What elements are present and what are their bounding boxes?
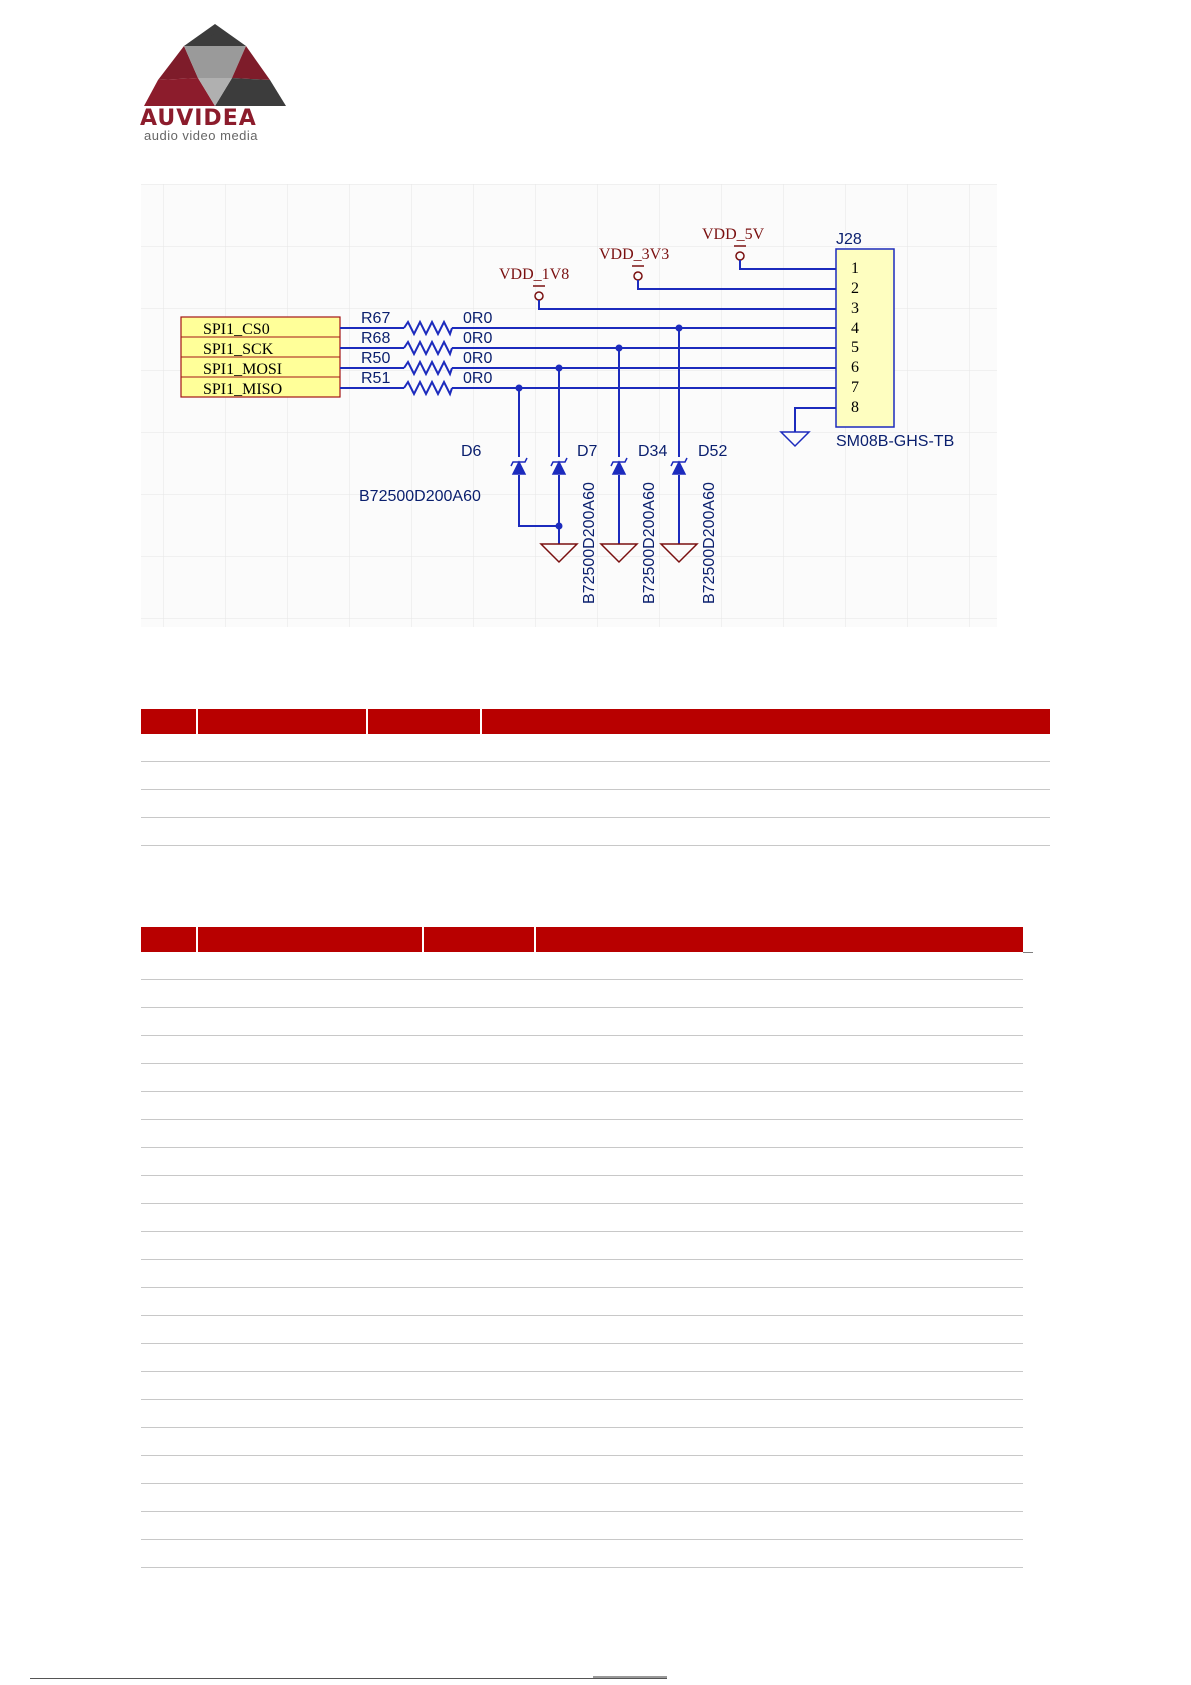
table-cell xyxy=(423,1484,535,1512)
connector-body xyxy=(836,249,894,427)
table-cell xyxy=(197,1260,423,1288)
table-cell xyxy=(141,1428,197,1456)
table-cell xyxy=(423,1316,535,1344)
table-cell xyxy=(197,1540,423,1568)
table-cell xyxy=(535,952,1023,980)
table-cell xyxy=(423,1148,535,1176)
table-row xyxy=(141,734,1050,762)
pin-label: 5 xyxy=(851,339,859,356)
table-row xyxy=(141,1540,1023,1568)
diode-ref-d7: D7 xyxy=(577,443,598,460)
table-cell xyxy=(197,1148,423,1176)
logo-mark xyxy=(140,22,290,112)
footer-marker xyxy=(593,1676,667,1678)
logo-tagline: audio video media xyxy=(144,128,259,143)
table-cell xyxy=(481,734,1050,762)
table-row xyxy=(141,1484,1023,1512)
table-cell xyxy=(197,818,367,846)
net-label: SPI1_SCK xyxy=(203,341,274,358)
pin-label: 6 xyxy=(851,359,859,376)
table-row xyxy=(141,1148,1023,1176)
table-cell xyxy=(141,1484,197,1512)
table-cell xyxy=(141,980,197,1008)
table-cell xyxy=(197,762,367,790)
table-cell xyxy=(141,1260,197,1288)
pin-label: 2 xyxy=(851,280,859,297)
table-header-cell xyxy=(141,709,197,734)
net-label: SPI1_MISO xyxy=(203,381,283,398)
table-cell xyxy=(197,1512,423,1540)
table-cell xyxy=(535,1176,1023,1204)
pin-label: 7 xyxy=(851,379,859,396)
table-cell xyxy=(197,1344,423,1372)
resistor-ref: R67 xyxy=(361,310,391,327)
table-cell xyxy=(535,1316,1023,1344)
table-cell xyxy=(197,1232,423,1260)
table-cell xyxy=(141,1092,197,1120)
table-header xyxy=(141,709,1050,734)
table-cell xyxy=(423,1008,535,1036)
table-row xyxy=(141,1176,1023,1204)
pin-label: 8 xyxy=(851,399,859,416)
table-cell xyxy=(423,1232,535,1260)
footer-divider xyxy=(30,1678,667,1679)
table-cell xyxy=(423,1540,535,1568)
table-cell xyxy=(535,1008,1023,1036)
table-row xyxy=(141,1456,1023,1484)
table-cell xyxy=(141,762,197,790)
net-label: SPI1_MOSI xyxy=(203,361,283,378)
table-cell xyxy=(423,1288,535,1316)
table-cell xyxy=(197,1092,423,1120)
logo-brand: AUVIDEA xyxy=(140,106,257,131)
table-cell xyxy=(197,1428,423,1456)
table-header-cell xyxy=(197,927,423,952)
power-vdd-5v: VDD_5V xyxy=(702,226,765,243)
table-cell xyxy=(141,1148,197,1176)
table-row xyxy=(141,1428,1023,1456)
table-row xyxy=(141,1232,1023,1260)
table-cell xyxy=(535,1036,1023,1064)
table-cell xyxy=(141,1456,197,1484)
net-labels xyxy=(181,317,340,398)
diode-part: B72500D200A60 xyxy=(359,488,481,505)
table-cell xyxy=(197,1288,423,1316)
resistor-value: 0R0 xyxy=(463,350,493,367)
table-row xyxy=(141,1036,1023,1064)
table-header-cell xyxy=(423,927,535,952)
table-cell xyxy=(535,1232,1023,1260)
table-cell xyxy=(481,818,1050,846)
table-cell xyxy=(141,1176,197,1204)
spi-connector-schematic xyxy=(141,184,997,627)
table-cell xyxy=(141,1512,197,1540)
table-cell xyxy=(367,734,481,762)
table-row xyxy=(141,1064,1023,1092)
table-cell xyxy=(535,1540,1023,1568)
table-cell xyxy=(197,980,423,1008)
table-cell xyxy=(197,1456,423,1484)
resistor-ref: R50 xyxy=(361,350,391,367)
table-cell xyxy=(141,1008,197,1036)
table-header-cell xyxy=(535,927,1023,952)
connector-ref: J28 xyxy=(836,231,862,248)
table-header-cell xyxy=(141,927,197,952)
table-cell xyxy=(423,1428,535,1456)
table-cell xyxy=(423,1176,535,1204)
diode-part-rotated: B72500D200A60 xyxy=(701,482,718,604)
table-row xyxy=(141,952,1023,980)
power-vdd-3v3: VDD_3V3 xyxy=(599,246,670,263)
table-row xyxy=(141,762,1050,790)
table-cell xyxy=(535,1092,1023,1120)
table-cell xyxy=(197,1316,423,1344)
table-cell xyxy=(141,1204,197,1232)
table-cell xyxy=(197,1204,423,1232)
connector-part: SM08B-GHS-TB xyxy=(836,433,955,450)
table-cell xyxy=(423,1456,535,1484)
table-cell xyxy=(197,1036,423,1064)
table-cell xyxy=(141,1288,197,1316)
table-cell xyxy=(141,1064,197,1092)
table-cell xyxy=(197,1484,423,1512)
table-cell xyxy=(535,1288,1023,1316)
table-row xyxy=(141,1092,1023,1120)
table-cell xyxy=(423,1512,535,1540)
table-row xyxy=(141,818,1050,846)
table-cell xyxy=(423,1036,535,1064)
table-header xyxy=(141,927,1023,952)
table-cell xyxy=(141,818,197,846)
table-cell xyxy=(197,734,367,762)
table-cell xyxy=(535,1064,1023,1092)
table-cell xyxy=(141,952,197,980)
resistor-ref: R68 xyxy=(361,330,391,347)
pin-label: 3 xyxy=(851,300,859,317)
table-cell xyxy=(197,1008,423,1036)
table-cell xyxy=(535,1260,1023,1288)
table-cell xyxy=(535,980,1023,1008)
table-cell xyxy=(141,734,197,762)
resistor-value: 0R0 xyxy=(463,330,493,347)
table-cell xyxy=(535,1120,1023,1148)
table-cell xyxy=(197,1176,423,1204)
table-cell xyxy=(481,762,1050,790)
resistor-value: 0R0 xyxy=(463,370,493,387)
table-cell xyxy=(367,790,481,818)
pin-label: 4 xyxy=(851,320,859,337)
table-cell xyxy=(141,1120,197,1148)
table-cell xyxy=(535,1400,1023,1428)
table-cell xyxy=(197,952,423,980)
table-row xyxy=(141,790,1050,818)
table-cell xyxy=(535,1372,1023,1400)
table-cell xyxy=(141,1540,197,1568)
table-cell xyxy=(423,1120,535,1148)
table-cell xyxy=(141,1400,197,1428)
pinout-table-2 xyxy=(141,927,1023,1568)
table-row xyxy=(141,1260,1023,1288)
table-cell xyxy=(141,1232,197,1260)
table-cell xyxy=(141,1372,197,1400)
table-cell xyxy=(535,1512,1023,1540)
table-row xyxy=(141,1372,1023,1400)
diode-ref-d52: D52 xyxy=(698,443,728,460)
table-header-cell xyxy=(481,709,1050,734)
pin-label: 1 xyxy=(851,260,859,277)
diode-ref-d34: D34 xyxy=(638,443,668,460)
resistor-ref: R51 xyxy=(361,370,391,387)
table-cell xyxy=(141,1036,197,1064)
table-row xyxy=(141,1288,1023,1316)
table-cell xyxy=(423,1204,535,1232)
table-cell xyxy=(423,952,535,980)
table-header-cell xyxy=(197,709,367,734)
table-cell xyxy=(535,1428,1023,1456)
auvidea-logo xyxy=(140,22,290,142)
diode-part-rotated: B72500D200A60 xyxy=(641,482,658,604)
table-cell xyxy=(535,1456,1023,1484)
table-row xyxy=(141,1344,1023,1372)
table-cell xyxy=(423,1400,535,1428)
table-edge xyxy=(1023,952,1033,953)
table-row xyxy=(141,1400,1023,1428)
table-row xyxy=(141,980,1023,1008)
power-vdd-1v8: VDD_1V8 xyxy=(499,266,570,283)
table-header-cell xyxy=(367,709,481,734)
table-cell xyxy=(423,1372,535,1400)
net-label: SPI1_CS0 xyxy=(203,321,270,338)
table-cell xyxy=(423,980,535,1008)
table-row xyxy=(141,1512,1023,1540)
table-row xyxy=(141,1316,1023,1344)
table-row xyxy=(141,1204,1023,1232)
table-cell xyxy=(197,1372,423,1400)
pinout-table-1 xyxy=(141,709,1050,846)
table-row xyxy=(141,1008,1023,1036)
table-cell xyxy=(197,1400,423,1428)
table-cell xyxy=(423,1344,535,1372)
table-cell xyxy=(535,1204,1023,1232)
resistor-value: 0R0 xyxy=(463,310,493,327)
table-cell xyxy=(141,1316,197,1344)
table-cell xyxy=(197,1064,423,1092)
table-cell xyxy=(423,1064,535,1092)
table-cell xyxy=(141,1344,197,1372)
table-row xyxy=(141,1120,1023,1148)
table-cell xyxy=(535,1344,1023,1372)
table-cell xyxy=(535,1148,1023,1176)
diode-ref-d6: D6 xyxy=(461,443,482,460)
table-cell xyxy=(535,1484,1023,1512)
table-cell xyxy=(367,818,481,846)
table-cell xyxy=(141,790,197,818)
table-cell xyxy=(481,790,1050,818)
table-cell xyxy=(423,1260,535,1288)
table-cell xyxy=(367,762,481,790)
diode-part-rotated: B72500D200A60 xyxy=(581,482,598,604)
table-cell xyxy=(423,1092,535,1120)
table-cell xyxy=(197,1120,423,1148)
table-cell xyxy=(197,790,367,818)
